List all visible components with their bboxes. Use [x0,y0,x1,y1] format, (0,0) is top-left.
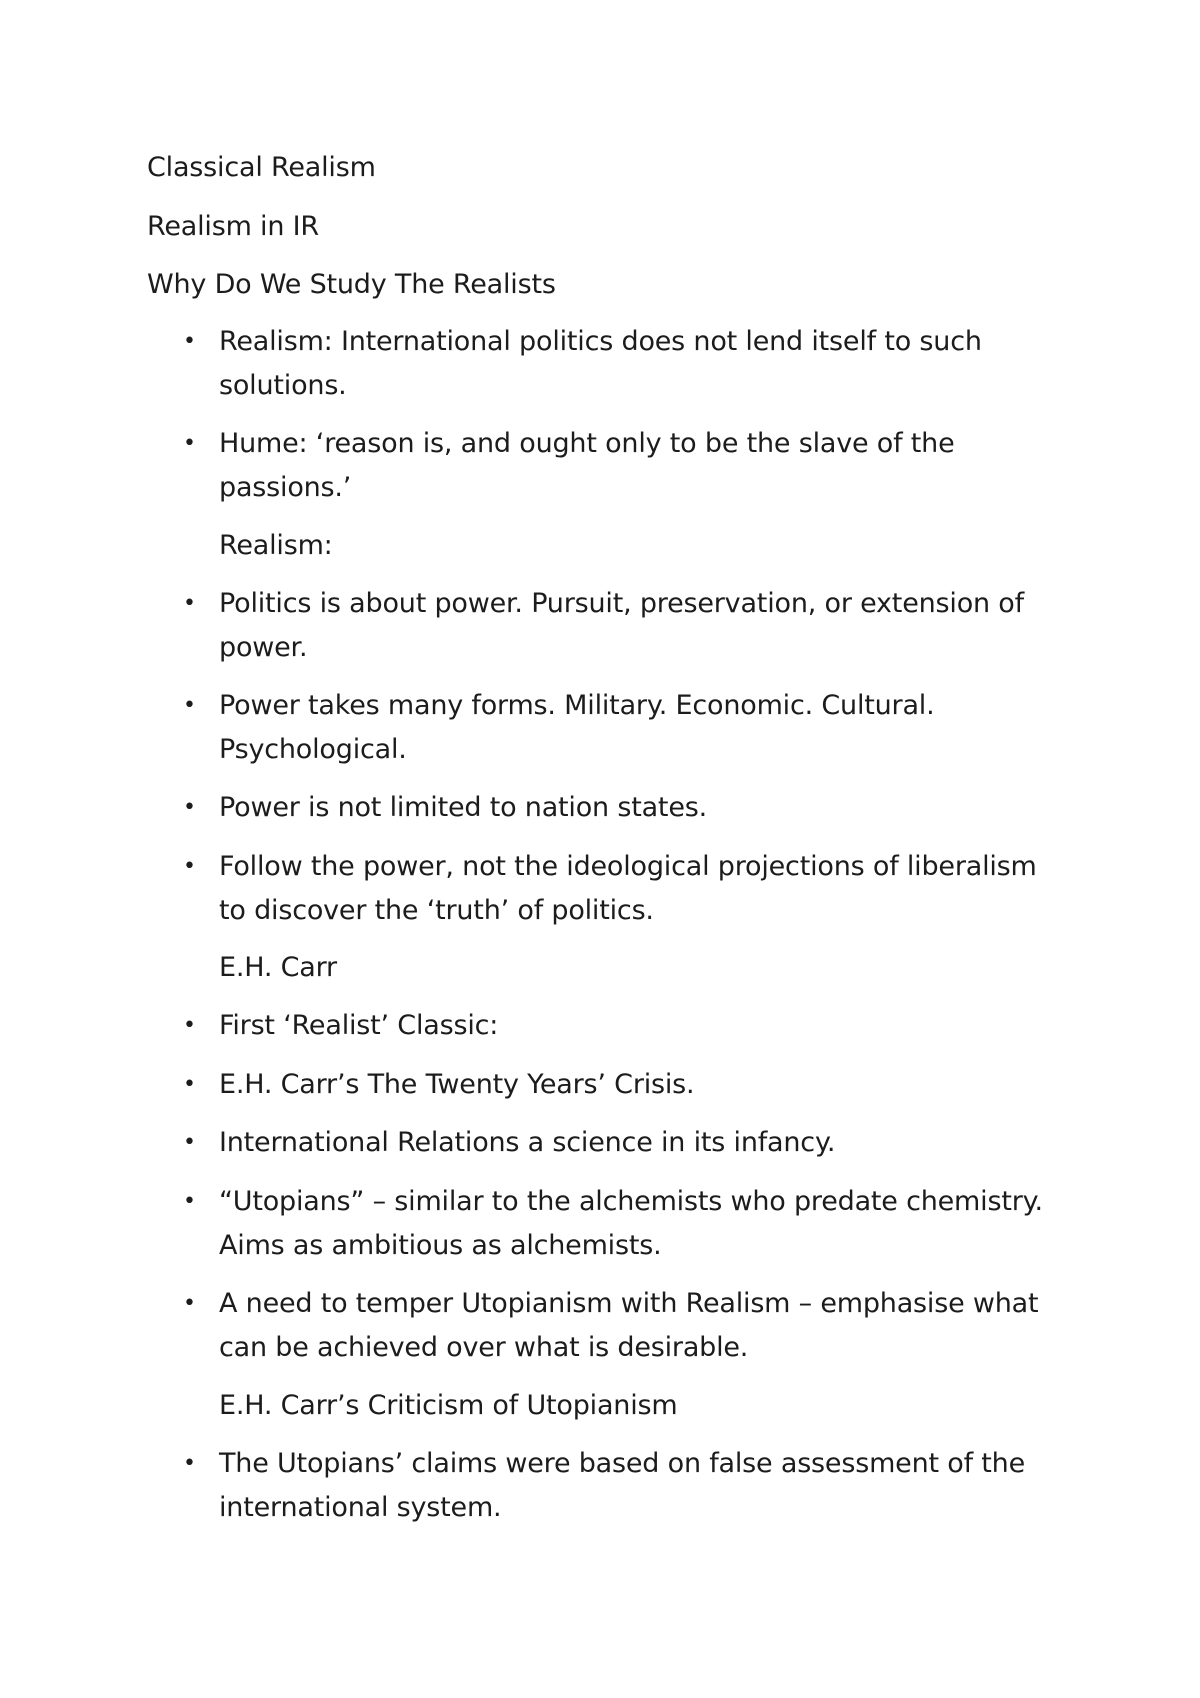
list-item-text: Follow the power, not the ideological projections of liberalism to discover the ‘truth’ of politics. [219,851,1037,926]
bullet-marker: • [183,1072,196,1097]
bullet-marker: • [183,1013,196,1038]
bullet-marker: • [183,1130,196,1155]
list-item-text: Power takes many forms. Military. Economic. Cultural. Psychological. [219,690,935,765]
bullet-marker: • [183,795,196,820]
bullet-marker: • [183,693,196,718]
list-item-text: A need to temper Utopianism with Realism – emphasise what can be achieved over what is desirable. [219,1288,1039,1363]
list-item-text: First ‘Realist’ Classic: [219,1010,499,1041]
bullet-marker: • [183,431,196,456]
document-subtitle: Realism in IR [147,211,319,242]
section-label-criticism: E.H. Carr’s Criticism of Utopianism [219,1390,678,1421]
bullet-marker: • [183,1189,196,1214]
list-item-text: International Relations a science in its infancy. [219,1127,836,1158]
bullet-marker: • [183,591,196,616]
list-item-text: E.H. Carr’s The Twenty Years’ Crisis. [219,1069,695,1100]
document-title: Classical Realism [147,152,376,183]
list-item-text: Hume: ‘reason is, and ought only to be the slave of the passions.’ [219,428,955,503]
list-item-text: Power is not limited to nation states. [219,792,707,823]
bullet-marker: • [183,854,196,879]
bullet-marker: • [183,1451,196,1476]
bullet-marker: • [183,329,196,354]
section-label-realism: Realism: [219,530,333,561]
list-item-text: Politics is about power. Pursuit, preservation, or extension of power. [219,588,1024,663]
section-label-carr: E.H. Carr [219,952,337,983]
bullet-marker: • [183,1291,196,1316]
list-item-text: The Utopians’ claims were based on false assessment of the international system. [219,1448,1025,1523]
section-heading-why: Why Do We Study The Realists [147,269,556,300]
list-item-text: Realism: International politics does not lend itself to such solutions. [219,326,982,401]
list-item-text: “Utopians” – similar to the alchemists who predate chemistry. Aims as ambitious as alchemists. [219,1186,1043,1261]
